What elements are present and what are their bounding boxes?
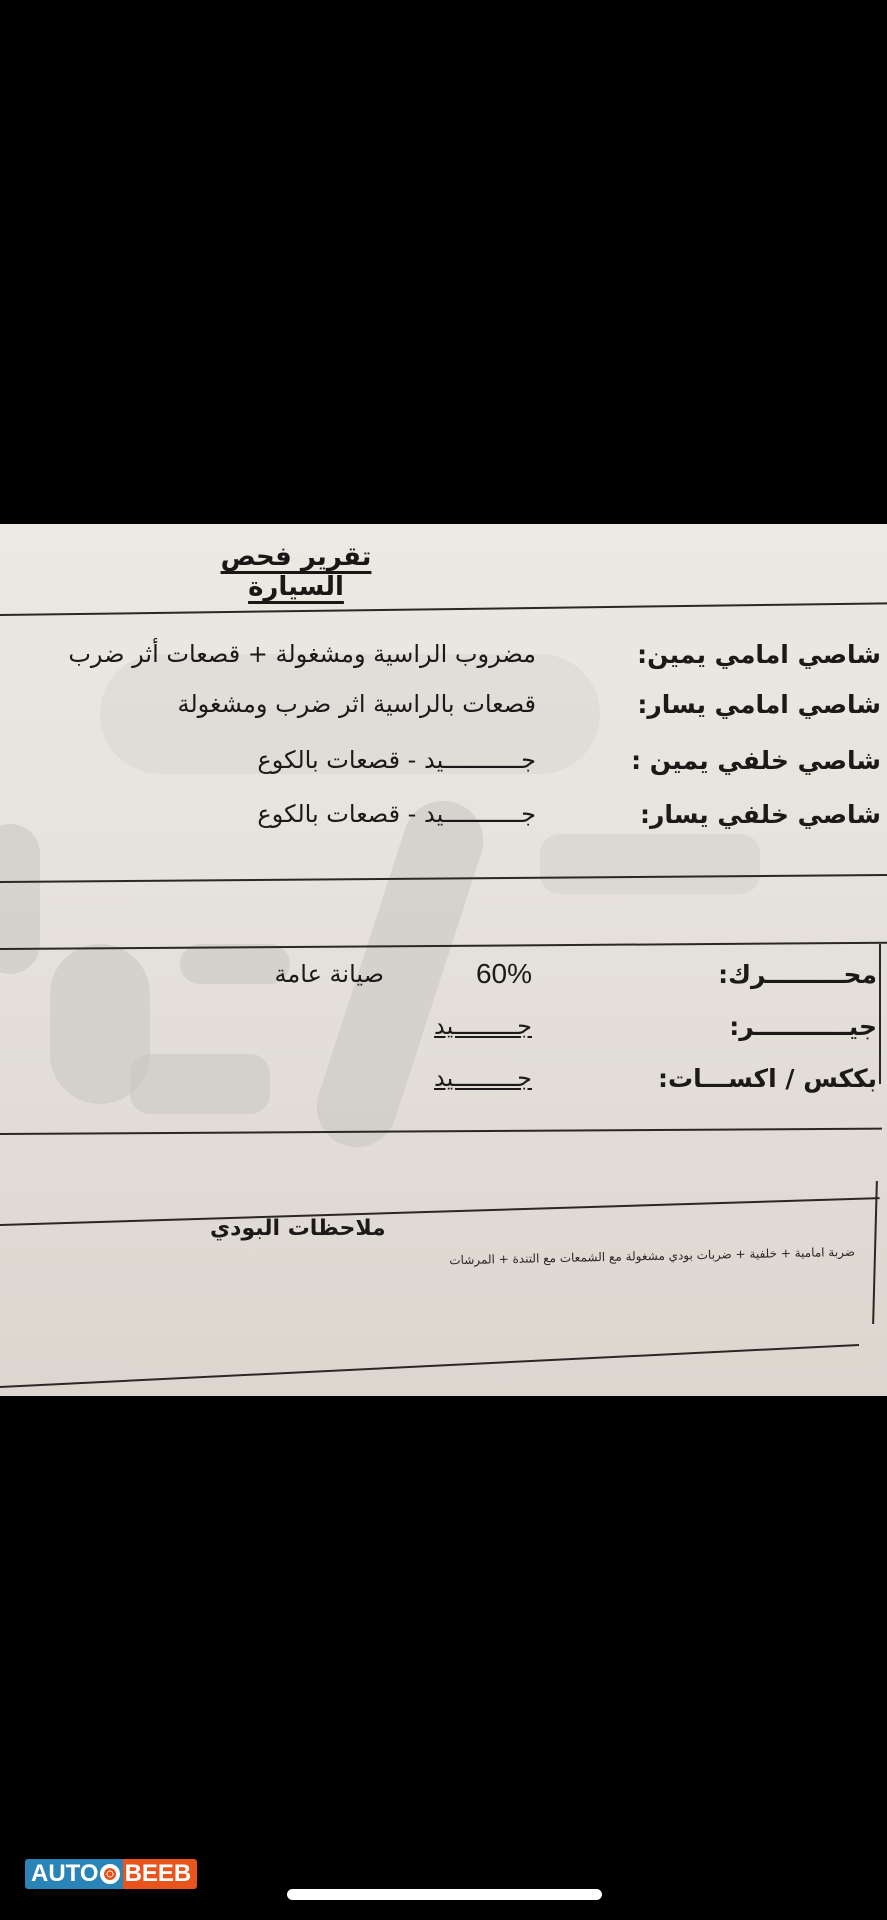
divider-line xyxy=(0,1344,859,1388)
chassis-front-left-row xyxy=(1,690,881,719)
chassis-rear-left-value: جـــــــــــيد - قصعات بالكوع xyxy=(257,800,536,828)
divider-line xyxy=(0,1128,882,1135)
chassis-rear-right-label: شاصي خلفي يمين : xyxy=(631,746,881,775)
axles-row xyxy=(7,1064,877,1093)
box-border-right xyxy=(872,1181,878,1324)
home-indicator[interactable] xyxy=(287,1889,602,1900)
divider-line xyxy=(0,1197,880,1226)
report-title: تقرير فحص السيارة xyxy=(220,542,372,602)
gear-value: جـــــــــيد xyxy=(434,1012,532,1040)
inspection-report-paper xyxy=(0,524,887,1396)
engine-value: صيانة عامة xyxy=(274,960,384,988)
car-watermark-shape xyxy=(0,824,40,974)
chassis-rear-right-row xyxy=(1,746,881,775)
black-top-area xyxy=(0,0,887,524)
car-watermark-shape xyxy=(540,834,760,894)
chassis-rear-left-label: شاصي خلفي يسار: xyxy=(640,800,881,829)
axles-label: بككس / اكســـات: xyxy=(657,1064,877,1093)
engine-row xyxy=(7,958,877,990)
engine-percent: 60% xyxy=(475,958,532,989)
box-border-right xyxy=(879,944,881,1084)
gear-label: جيـــــــــــر: xyxy=(729,1012,877,1041)
chassis-front-left-label: شاصي امامي يسار: xyxy=(637,690,881,719)
chassis-front-right-value: مضروب الراسية ومشغولة + قصعات أثر ضرب xyxy=(68,640,536,668)
chassis-front-right-row xyxy=(1,640,881,669)
chassis-front-right-label: شاصي امامي يمين: xyxy=(637,640,881,669)
body-notes-title: ملاحظات البودي xyxy=(210,1216,386,1241)
engine-label: محـــــــــرك: xyxy=(718,959,877,989)
axles-value: جـــــــــيد xyxy=(434,1064,532,1092)
wheel-icon xyxy=(100,1864,120,1884)
autobeeb-logo xyxy=(25,1859,197,1889)
divider-line xyxy=(0,602,887,616)
chassis-front-left-value: قصعات بالراسية اثر ضرب ومشغولة xyxy=(177,690,536,718)
chassis-rear-right-value: جـــــــــــيد - قصعات بالكوع xyxy=(257,746,536,774)
logo-text-left: AUTO xyxy=(31,1860,99,1887)
logo-text-right: BEEB xyxy=(124,1860,192,1887)
body-notes-text: ضربة امامية + خلفية + ضربات بودي مشغولة مع الشمعات مع التندة + المرشات xyxy=(449,1244,856,1268)
gear-row xyxy=(7,1012,877,1041)
chassis-rear-left-row xyxy=(1,800,881,829)
